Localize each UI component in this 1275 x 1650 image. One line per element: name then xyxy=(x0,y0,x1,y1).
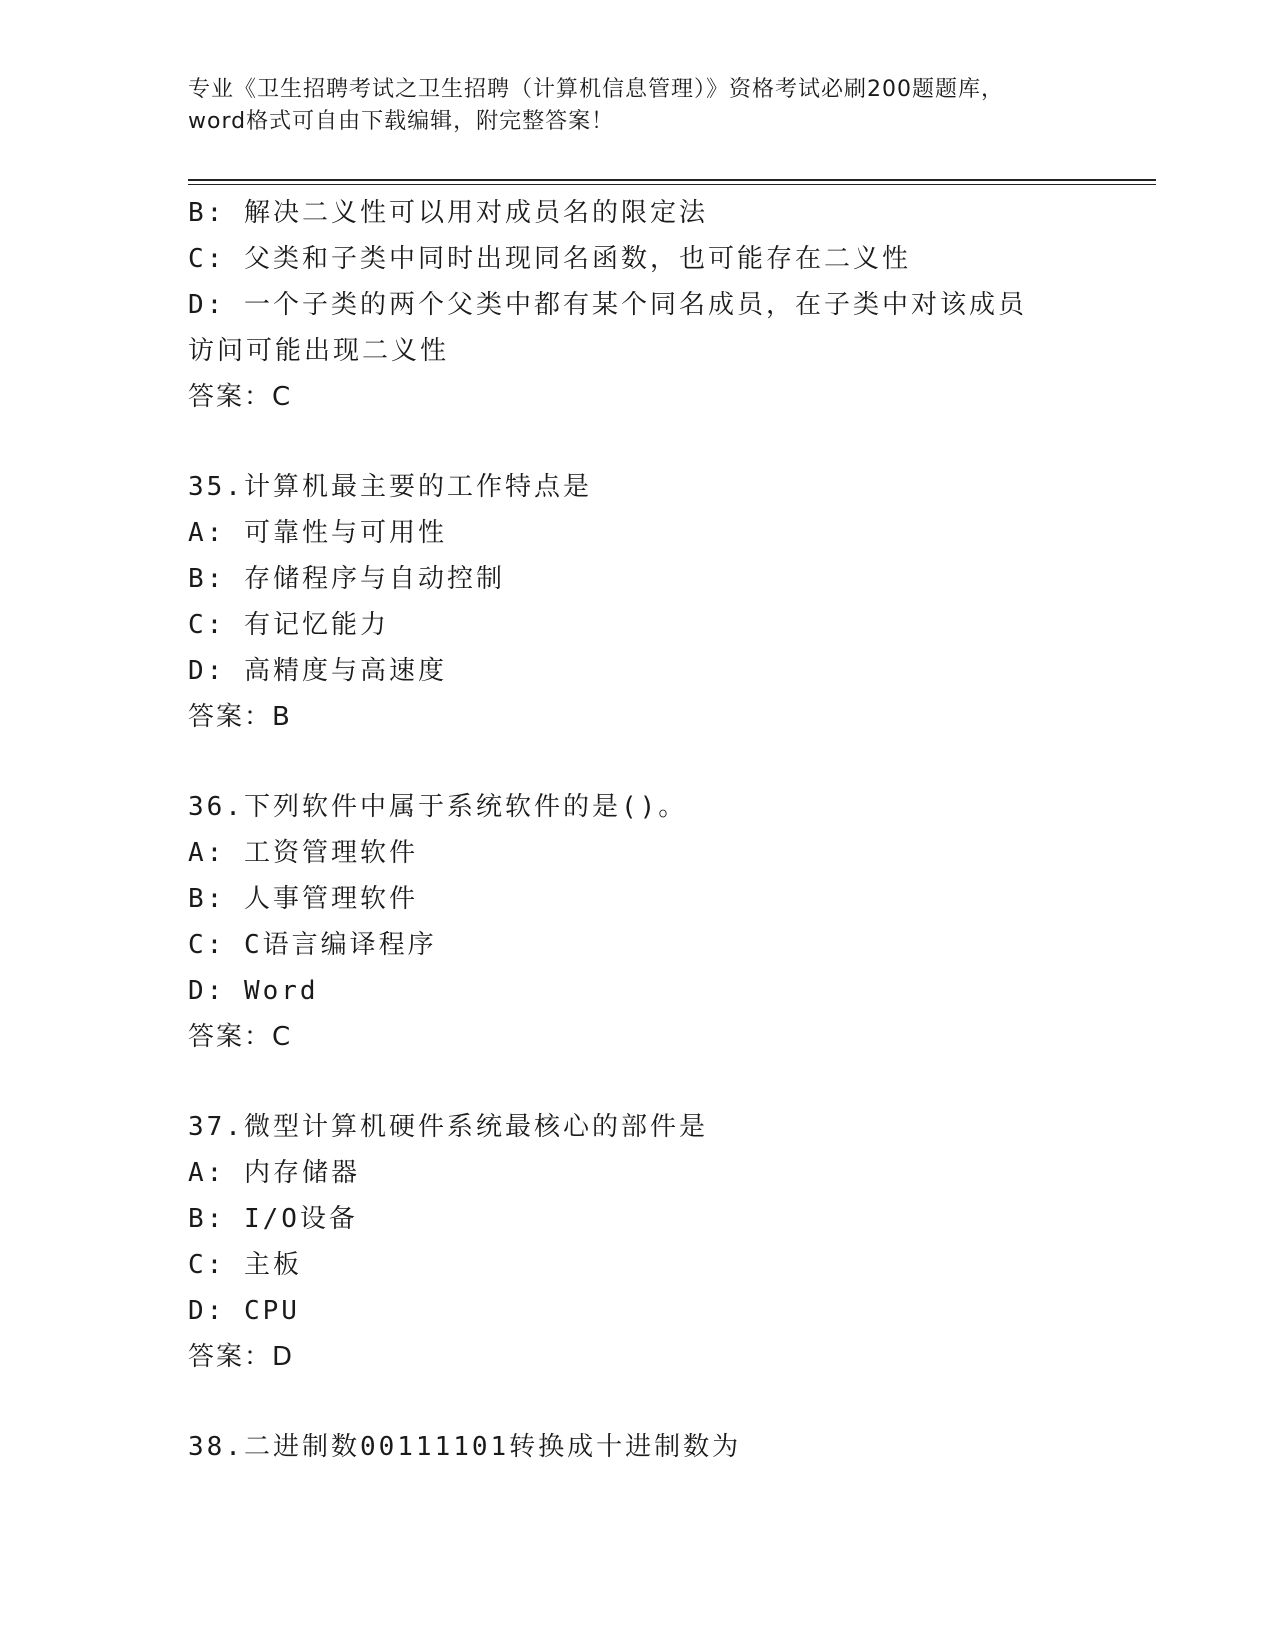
option-b: B: 人事管理软件 xyxy=(188,884,418,914)
question-stem: 37.微型计算机硬件系统最核心的部件是 xyxy=(188,1112,708,1142)
option-d: D: Word xyxy=(188,976,319,1006)
option-a: A: 内存储器 xyxy=(188,1158,360,1188)
header-line-2: word格式可自由下载编辑，附完整答案！ xyxy=(188,109,615,134)
question-stem: 38.二进制数00111101转换成十进制数为 xyxy=(188,1432,742,1462)
option-d: D: CPU xyxy=(188,1296,300,1326)
document-header xyxy=(188,74,1088,138)
option-b: B: 解决二义性可以用对成员名的限定法 xyxy=(188,198,708,228)
question-stem: 35.计算机最主要的工作特点是 xyxy=(188,472,592,502)
option-d: D: 高精度与高速度 xyxy=(188,656,447,686)
question-list xyxy=(188,190,1148,1470)
question-block-37 xyxy=(188,1104,1148,1380)
header-line-1: 专业《卫生招聘考试之卫生招聘（计算机信息管理）》资格考试必刷200题题库， xyxy=(188,77,1004,102)
question-block-35 xyxy=(188,464,1148,740)
answer-label: 答案：C xyxy=(188,382,293,412)
spacer xyxy=(188,740,1148,784)
question-stem: 36.下列软件中属于系统软件的是()。 xyxy=(188,792,688,822)
option-a: A: 可靠性与可用性 xyxy=(188,518,447,548)
option-c: C: C语言编译程序 xyxy=(188,930,437,960)
spacer xyxy=(188,1060,1148,1104)
spacer xyxy=(188,420,1148,464)
option-b: B: I/O设备 xyxy=(188,1204,358,1234)
question-block-38 xyxy=(188,1424,1148,1470)
option-b: B: 存储程序与自动控制 xyxy=(188,564,505,594)
header-divider-thick xyxy=(188,179,1156,181)
option-c: C: 父类和子类中同时出现同名函数，也可能存在二义性 xyxy=(188,244,911,274)
answer-label: 答案：C xyxy=(188,1022,293,1052)
header-divider-thin xyxy=(188,184,1156,185)
answer-label: 答案：D xyxy=(188,1342,295,1372)
answer-label: 答案：B xyxy=(188,702,292,732)
option-d: D: 一个子类的两个父类中都有某个同名成员，在子类中对该成员访问可能出现二义性 xyxy=(188,290,1027,366)
option-a: A: 工资管理软件 xyxy=(188,838,418,868)
option-c: C: 有记忆能力 xyxy=(188,610,389,640)
question-block-36 xyxy=(188,784,1148,1060)
option-c: C: 主板 xyxy=(188,1250,302,1280)
question-block-34 xyxy=(188,190,1148,420)
spacer xyxy=(188,1380,1148,1424)
